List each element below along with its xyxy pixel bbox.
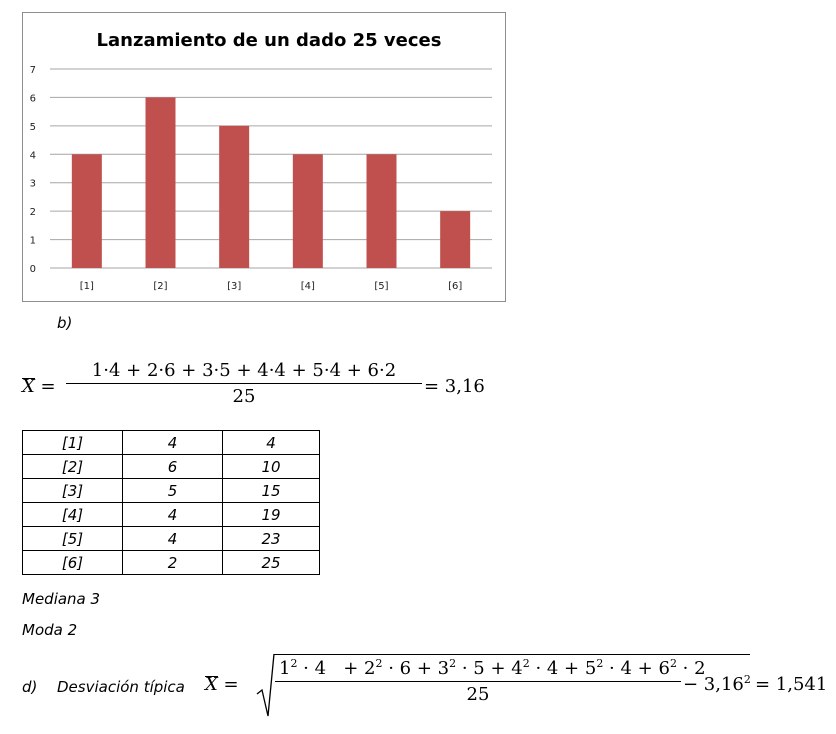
cell-value: [5] — [23, 527, 123, 551]
y-tick-label: 6 — [29, 93, 36, 105]
bar — [367, 154, 397, 268]
sd-result: = 1,541 — [755, 674, 828, 695]
cell-frequency: 4 — [123, 527, 223, 551]
y-tick-label: 2 — [29, 207, 36, 219]
mean-result: = 3,16 — [424, 376, 485, 397]
cell-frequency: 2 — [123, 551, 223, 575]
label-b: b) — [57, 314, 73, 332]
y-tick-label: 5 — [29, 121, 36, 133]
mean-lhs: X = — [22, 376, 56, 397]
label-d: d) — [22, 678, 38, 696]
cell-value: [3] — [23, 479, 123, 503]
sqrt-sign — [255, 650, 275, 720]
cell-value: [1] — [23, 431, 123, 455]
sd-label: Desviación típica — [57, 678, 185, 696]
cell-cumulative: 4 — [223, 431, 320, 455]
bar — [146, 97, 176, 268]
mean-formula — [22, 360, 485, 420]
mean-fraction — [66, 360, 422, 407]
cell-value: [4] — [23, 503, 123, 527]
sd-minus: − $3,16^2$ — [683, 673, 751, 695]
frequency-table-body — [23, 431, 320, 575]
table-row — [23, 479, 320, 503]
cell-cumulative: 15 — [223, 479, 320, 503]
mode-text: Moda 2 — [22, 621, 78, 639]
sqrt-bar — [274, 654, 750, 655]
sd-denominator: 25 — [466, 684, 490, 705]
y-tick-label: 7 — [29, 65, 36, 76]
bar — [219, 126, 249, 268]
chart-svg — [23, 13, 507, 303]
cell-cumulative: 19 — [223, 503, 320, 527]
cell-frequency: 4 — [123, 431, 223, 455]
y-tick-label: 3 — [29, 178, 36, 190]
bar-chart — [22, 12, 506, 302]
x-tick-label: [4] — [300, 281, 315, 292]
bar — [72, 154, 102, 268]
table-row — [23, 455, 320, 479]
cell-value: [6] — [23, 551, 123, 575]
sd-fraction — [275, 657, 706, 705]
bar — [293, 154, 323, 268]
cell-cumulative: 25 — [223, 551, 320, 575]
table-row — [23, 431, 320, 455]
table-row — [23, 503, 320, 527]
cell-frequency: 5 — [123, 479, 223, 503]
mean-numerator: 1·4 + 2·6 + 3·5 + 4·4 + 5·4 + 6·2 — [66, 360, 422, 384]
cell-frequency: 4 — [123, 503, 223, 527]
x-tick-label: [6] — [448, 281, 463, 292]
cell-cumulative: 23 — [223, 527, 320, 551]
bar — [440, 211, 470, 268]
sd-numerator: $1^2 \cdot 4 + 2^2 \cdot 6 + 3^2 \cdot 5 + 4^2 \cdot 4 + 5^2 \cdot 4 + 6^2 \cdot 2$ — [275, 658, 681, 682]
y-tick-label: 1 — [29, 235, 36, 247]
x-tick-label: [2] — [153, 281, 168, 292]
table-row — [23, 527, 320, 551]
median-text: Mediana 3 — [22, 590, 101, 608]
x-tick-label: [5] — [374, 281, 389, 292]
cell-value: [2] — [23, 455, 123, 479]
y-tick-label: 0 — [29, 264, 36, 275]
x-tick-label: [1] — [79, 281, 94, 292]
sd-lhs: X = — [205, 674, 239, 695]
sd-formula — [205, 650, 830, 720]
table-row — [23, 551, 320, 575]
cell-cumulative: 10 — [223, 455, 320, 479]
chart-title: Lanzamiento de un dado 25 veces — [96, 30, 442, 51]
frequency-table — [22, 430, 320, 575]
cell-frequency: 6 — [123, 455, 223, 479]
y-tick-label: 4 — [29, 150, 36, 162]
mean-denominator: 25 — [232, 386, 256, 407]
x-tick-label: [3] — [227, 281, 242, 292]
